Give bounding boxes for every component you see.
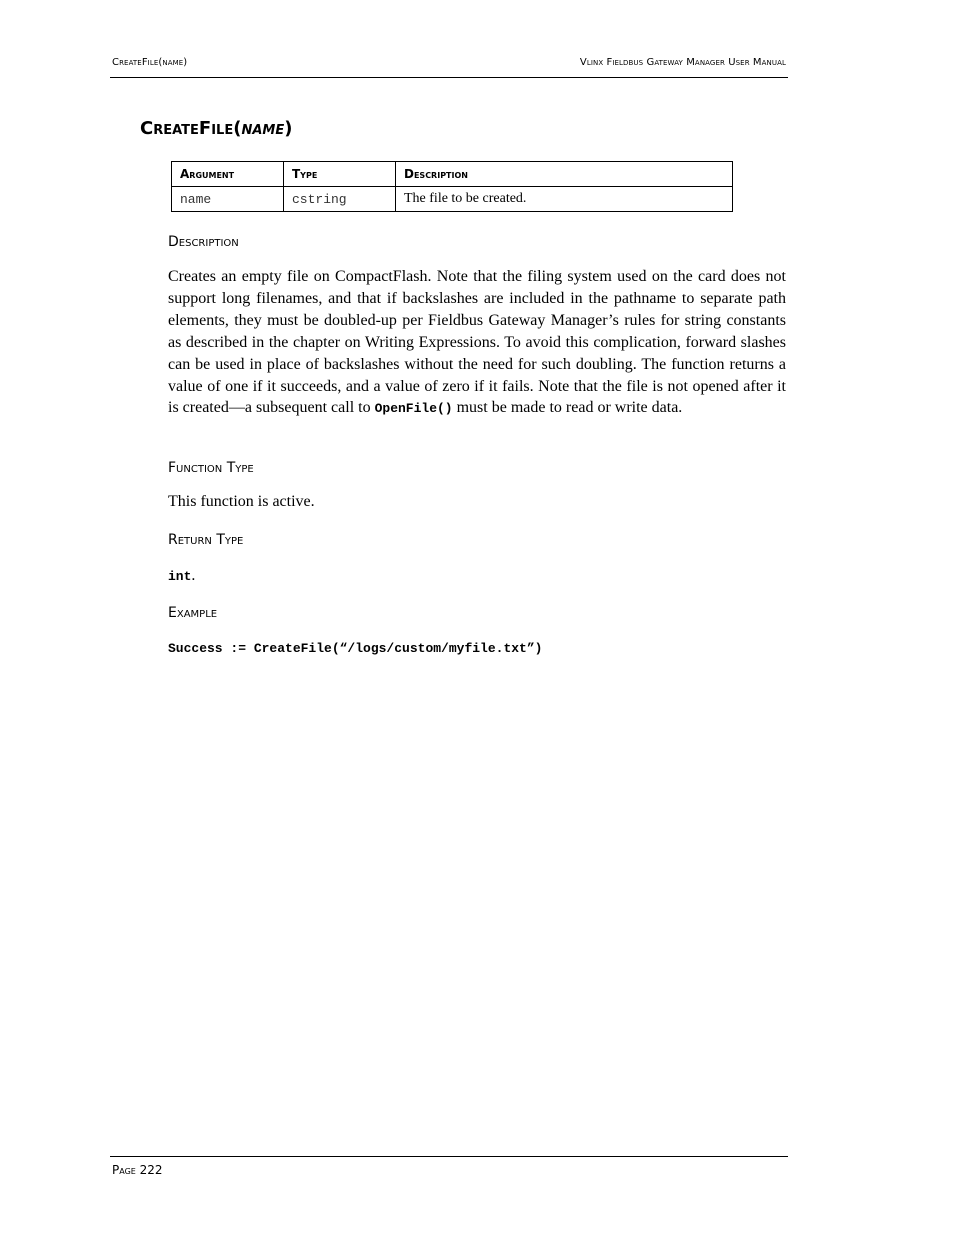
description-text: Creates an empty file on CompactFlash. Note that the filing system used on the card does not support long filenames, and that if backslashes are included in the pathname to separate path elements, they must be doubled-up per Fieldbus Gateway Manager’s rules for string constants as described in the chapter on Writing Expressions. To avoid this complication, forward slashes can be used in place of backslashes without the need for such doubling. The function returns a value of one if it succeeds, and a value of zero if it fails. Note that the file is not opened after it is created—a subsequent call to [168,268,786,417]
return-type-code: int [168,569,192,584]
example-code: Success := CreateFile(“/logs/custom/myfile.txt”) [168,641,543,656]
description-paragraph [168,266,786,420]
openfile-code: OpenFile() [374,401,453,417]
table-header-row [172,162,733,187]
return-type-suffix: . [191,567,196,584]
column-header: Argument [172,162,284,187]
argument-description-cell: The file to be created. [396,187,733,212]
argument-type-cell: cstring [284,187,396,212]
title-function: CreateFile( [140,118,242,139]
running-header-right: Vlinx Fieldbus Gateway Manager User Manual [579,57,786,68]
footer-rule [110,1156,788,1157]
arguments-table [171,161,733,212]
running-header-left: CreateFile(name) [112,57,188,68]
page-number: Page 222 [112,1163,163,1177]
column-header: Type [284,162,396,187]
example-heading: Example [168,605,218,621]
return-type-value [168,565,786,588]
header-rule [110,77,788,78]
function-type-text: This function is active. [168,493,315,510]
title-close: ) [284,118,293,139]
function-type-heading: Function Type [168,460,254,476]
column-header: Description [396,162,733,187]
argument-name-cell: name [172,187,284,212]
page-title [140,118,292,139]
description-text-end: must be made to read or write data. [452,399,683,417]
return-type-heading: Return Type [168,532,244,548]
table-row [172,187,733,212]
title-argument: name [241,118,285,139]
description-heading: Description [168,234,239,250]
